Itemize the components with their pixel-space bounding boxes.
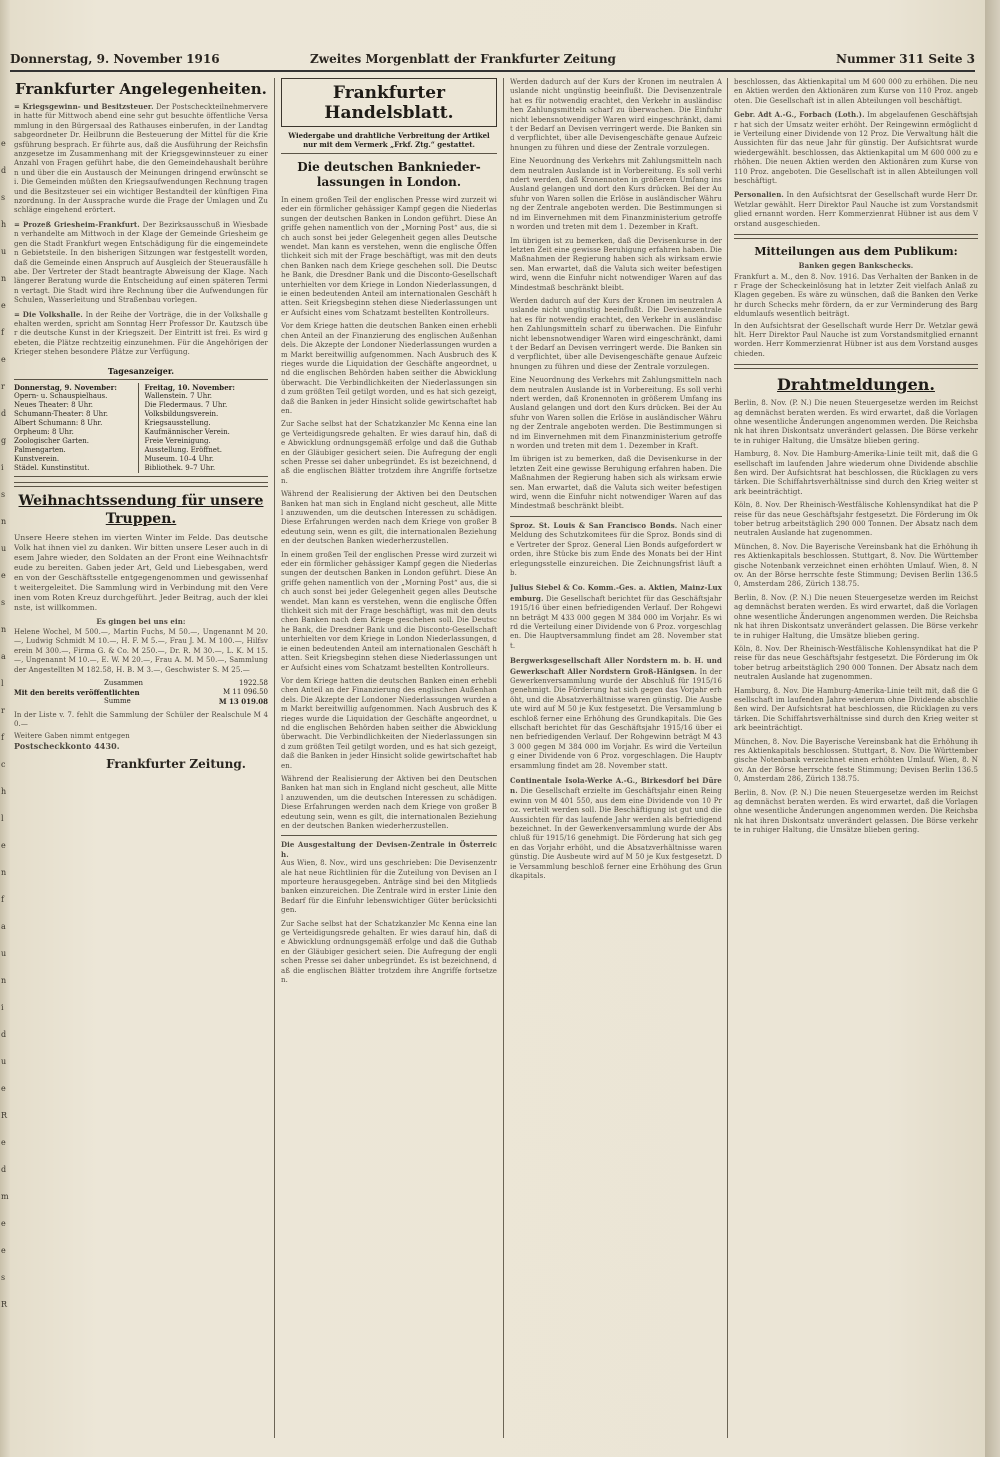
mitteilungen-body-cont: In den Aufsichtsrat der Gesellschaft wurde Herr Dr. Wetzlar gewählt. Herr Direktor Paul Nauche ist zum Vorstandsmitglied ernannt worden. Herr Kommerzienrat Hübner ist aus dem Vorstand ausgeschieden. [734,321,978,358]
tage_right-entry: Wallenstein. 7 Uhr. [144,391,213,400]
tagesanzeiger-left-column [14,383,139,473]
article-griesheim-body: Der Bezirksausschuß in Wiesbaden verhandelte am Mittwoch in der Klage der Gemeinde Griesheim gegen die Stadt Frankfurt wegen Entschädigung für die eingemeindeten Gebietsteile. In den bisherigen Sitzungen war festgestellt worden, daß die Gemeinde einen Anspruch auf Ausgleich der Steuerausfälle habe. Der Vertreter der Stadt beantragte Abweisung der Klage. Nach längerer Beratung wurde die Entscheidung auf einen späteren Termin vertagt. Die Stadt wird ihre Rechnung über die Aufwendungen für Schulen, Wasserleitung und Straßenbau vorlegen. [14,220,268,305]
item-isola [510,776,722,881]
item-personalien-title: Personalien. [734,190,784,200]
item-siebel-body: Die Gesellschaft berichtet für das Geschäftsjahr 1915/16 über einen befriedigenden Verlauf. Der Rohgewinn beträgt M 433 000 gegen M 384 000 im Vorjahr. Es wird die Verteilung einer Dividende von 6 Proz. vorgeschlagen. Die Hauptversammlung findet am 28. November statt. [510,594,722,650]
header-edition: Zweites Morgenblatt der Frankfurter Zeitung [310,52,616,66]
tagesanzeiger-table [14,379,268,477]
devisen-continued-p6: Im übrigen ist zu bemerken, daß die Devisenkurse in der letzten Zeit eine gewisse Beruhigung erfahren haben. Die Maßnahmen der Regierung haben sich als wirksam erwiesen. Man erwartet, daß die Valuta sich weiter befestigen wird, wenn die Einfuhr nicht notwendiger Waren auf das Mindestmaß beschränkt bleibt. [510,455,722,511]
item-adt-title: Gebr. Adt A.-G., Forbach (Loth.). [734,110,865,120]
sum-value: 1922.58 [239,679,268,687]
column-wire-reports [734,78,978,1443]
tage_right-entry: Freitag, 10. November: [144,382,235,392]
article-griesheim-heading: = Prozeß Griesheim-Frankfurt. [14,219,140,229]
column-business-news [510,78,722,1443]
item-nordstern-title: Bergwerksgesellschaft Aller Nordstern m. b. H. und Gewerkschaft Aller Nordstern Groß-Hänigsen. [510,656,722,676]
item-personalien-body: In den Aufsichtsrat der Gesellschaft wurde Herr Dr. Wetzlar gewählt. Herr Direktor Paul Nauche ist zum Vorstandsmitglied ernannt worden. Herr Kommerzienrat Hübner ist aus dem Vorstand ausgeschieden. [734,191,978,228]
article-volkshalle-heading: = Die Volkshalle. [14,309,83,319]
tage_left-entry: Donnerstag, 9. November: [14,382,117,392]
tage_right-entry: Museum. 10–4 Uhr. [144,454,214,463]
item-adt [734,110,978,186]
tage_right-entry: Ausstellung. Eröffnet. [144,445,222,454]
devisen-continued-p2: Eine Neuordnung des Verkehrs mit Zahlungsmitteln nach dem neutralen Auslande ist in Vorbereitung. Es soll verhindert werden, daß Kronennoten in größerem Umfang ins Ausland gelangen und dort den Kurs drücken. Bei der Ausfuhr von Waren sollen die Erlöse in ausländischer Währung der Zentrale angeboten werden. Die Bestimmungen sind im Einvernehmen mit dem Finanzministerium getroffen worden und treten mit dem 1. Dezember in Kraft. [510,157,722,232]
divider [510,516,722,517]
devisen-heading: Die Ausgestaltung der Devisen-Zentrale in Österreich. [281,840,497,859]
devisen-continued-p1: Werden dadurch auf der Kurs der Kronen im neutralen Auslande nicht ungünstig beeinflußt. Die Devisenzentrale hat es für notwendig erachtet, den Verkehr in ausländischen Zahlungsmitteln scharf zu überwachen. Die Einfuhr nicht lebensnotwendiger Waren wird eingeschränkt, damit der Bedarf an Devisen verringert werde. Die Banken sind verpflichtet, über alle Devisengeschäfte genaue Aufzeichnungen zu führen und diese der Zentrale vorzulegen. [510,78,722,152]
draht-report-4: München, 8. Nov. Die Bayerische Vereinsbank hat die Erhöhung ihres Aktienkapitals beschlossen. Stuttgart, 8. Nov. Die Württembergische Notenbank verzeichnet einen erhöhten Umlauf. Wien, 8. Nov. An der Börse herrschte feste Stimmung; Devisen Berlin 136.50, Amsterdam 286, Zürich 138.75. [734,542,978,589]
tage_right-entry: Volksbildungsverein. [144,409,219,418]
article-volkshalle-body: In der Reihe der Vorträge, die in der Volkshalle gehalten werden, spricht am Sonntag Herr Professor Dr. Kautzsch über die deutsche Kunst in der Kriegszeit. Der Eintritt ist frei. Es wird gebeten, die Plätze rechtzeitig einzunehmen. Für die Angehörigen der Krieger stehen besondere Plätze zur Verfügung. [14,310,268,357]
article-volkshalle [14,310,268,358]
draht-report-1: Berlin, 8. Nov. (P. N.) Die neuen Steuergesetze werden im Reichstag demnächst beraten werden. Es wird erwartet, daß die Vorlagen ohne wesentliche Änderungen angenommen werden. Die Reichsbank hat ihren Diskontsatz unverändert gelassen. Die Börse verkehrte in ruhiger Haltung, die Umsätze blieben gering. [734,399,978,445]
drahtmeldungen-title: Drahtmeldungen. [777,375,935,395]
tagesanzeiger-title: Tagesanzeiger. [107,365,175,376]
tagesanzeiger-right-column [145,383,269,473]
devisen-body: Aus Wien, 8. Nov., wird uns geschrieben: Die Devisenzentrale hat neue Richtlinien für die Zuteilung von Devisen an Importeure herausgegeben. Anträge sind bei den Mitgliedsbanken einzureichen. Die Zentrale wird in erster Linie den Bedarf für die Einfuhr lebenswichtiger Güter berücksichtigen. [281,859,497,915]
header-page-number: Nummer 311 Seite 3 [835,52,975,66]
tage_right-entry: Kaufmännischer Verein. [144,427,230,436]
tage_left-entry: Städel. Kunstinstitut. [14,463,90,472]
tage_right-entry: Bibliothek. 9–7 Uhr. [144,463,216,472]
mitteilungen-body: Frankfurt a. M., den 8. Nov. 1916. Das Verhalten der Banken in der Frage der Scheckeinlösung hat in letzter Zeit vielfach Anlaß zu Klagen gegeben. Es wäre zu wünschen, daß die Banken den Verkehr durch Schecks mehr fördern, da er zur Verminderung des Bargeldumlaufs wesentlich beiträgt. [734,272,978,319]
draht-report-2: Hamburg, 8. Nov. Die Hamburg-Amerika-Linie teilt mit, daß die Gesellschaft im laufenden Jahre wiederum ohne Dividende abschließen wird. Der Aufsichtsrat hat beschlossen, die Rücklagen zu verstärken. Die Schiffahrtsverhältnisse sind durch den Krieg weiter stark beeinträchtigt. [734,450,978,496]
tage_left-entry: Schumann-Theater: 8 Uhr. [14,409,108,418]
sum-table [14,679,268,707]
column-rule [274,78,275,1438]
item-nordstern-body: In der Gewerkenversammlung wurde der Abschluß für 1915/16 genehmigt. Die Förderung hat sich gegen das Vorjahr erhöht, und die Absatzverhältnisse waren günstig. Die Ausbeute wird auf M 50 je Kux festgesetzt. Die Versammlung beschloß ferner eine Erhöhung des Grundkapitals. [510,667,722,723]
handelsblatt-masthead: Frankfurter Handelsblatt. [324,83,454,123]
sum-row [14,679,268,688]
header-date: Donnerstag, 9. November 1916 [10,52,220,66]
grand-value: M 13 019.08 [218,697,268,707]
draht-report-9: Berlin, 8. Nov. (P. N.) Die neuen Steuergesetze werden im Reichstag demnächst beraten werden. Es wird erwartet, daß die Vorlagen ohne wesentliche Änderungen angenommen werden. Die Reichsbank hat ihren Diskontsatz unverändert gelassen. Die Börse verkehrte in ruhiger Haltung, die Umsätze blieben gering. [734,788,978,835]
item-siebel [510,583,722,651]
devisen-continued-p4: Werden dadurch auf der Kurs der Kronen im neutralen Auslande nicht ungünstig beeinflußt. Die Devisenzentrale hat es für notwendig erachtet, den Verkehr in ausländischen Zahlungsmitteln scharf zu überwachen. Die Einfuhr nicht lebensnotwendiger Waren wird eingeschränkt, damit der Bedarf an Devisen verringert werde. Die Banken sind verpflichtet, über alle Devisengeschäfte genaue Aufzeichnungen zu führen und diese der Zentrale vorzulegen. [510,296,722,371]
tage_left-entry: Palmengarten. [14,445,66,454]
article-london-p3: Zur Sache selbst hat der Schatzkanzler Mc Kenna eine lange Verteidigungsrede gehalten. Er wies darauf hin, daß die Abwicklung ordnungsgemäß erfolge und daß die Guthaben der Gläubiger gesichert seien. Die Aufregung der englischen Presse sei daher unbegründet. Es ist bezeichnend, daß die englischen Blätter trotzdem ihre Angriffe fortsetzen. [281,420,497,485]
tage_right-entry: Die Fledermaus. 7 Uhr. [144,400,228,409]
item-nordstern-body-cont: Die Gesellschaft berichtet für das Geschäftsjahr 1915/16 über einen befriedigenden Verlauf. Der Rohgewinn beträgt M 433 000 gegen M 384 000 im Vorjahr. Es wird die Verteilung einer Dividende von 6 Proz. vorgeschlagen. Die Hauptversammlung findet am 28. November statt. [510,714,722,770]
item-st-louis [510,521,722,578]
item-isola-title: Continentale Isola-Werke A.-G., Birkesdorf bei Düren. [510,776,722,796]
article-tax-heading: = Kriegsgewinn- und Besitzsteuer. [14,102,154,111]
grand-label: Summe [104,697,131,706]
signature: Frankfurter Zeitung. [106,757,246,772]
reprint-notice: Wiedergabe und drahtliche Verbreitung der Artikel nur mit dem Vermerk „Frkf. Ztg.“ gestattet. [288,131,490,149]
item-adt-body-cont: beschlossen, das Aktienkapital um M 600 000 zu erhöhen. Die neuen Aktien werden den Aktionären zum Kurse von 110 Proz. angeboten. Die Gesellschaft ist in allen Abteilungen voll beschäftigt. [734,148,978,186]
grand-row [14,697,268,706]
gaben-list: Helene Wochel, M 500.—, Martin Fuchs, M 50.—, Ungenannt M 20.—, Ludwig Schmidt M 10.—, H. F. M 5.—, Frau J. M. M 100.—, Hilfsverein M 300.—, Firma G. & Co. M 250.—, Dr. R. M 30.—, L. K. M 15.—, Ungenannt M 10.—, E. W. M 20.—, Frau A. M. M 50.—, Sammlung der Angestellten M 182.58, H. B. M 3.—, Geschwister S. M 25.— [14,627,268,674]
item-st-louis-body: Nach einer Meldung des Schutzkomitees für die Sproz. Bonds sind die Vertreter der Sproz. General Lien Bonds aufgefordert worden, ihre Stücke bis zum Ende des Monats bei der Hinterlegungsstelle einzureichen. Die Zeichnungsfrist läuft ab. [510,521,722,577]
item-adt-body: Im abgelaufenen Geschäftsjahr hat sich der Umsatz weiter erhöht. Der Reingewinn ermöglicht die Verteilung einer Dividende von 12 Proz. Die Verwaltung hält die Aussichten für das neue Jahr für günstig. Der Aufsichtsrat wurde wiedergewählt. [734,111,978,157]
section-title-local: Frankfurter Angelegenheiten. [15,80,267,98]
item-siebel-title: Julius Siebel & Co. Komm.-Ges. a. Aktien, Mainz-Luxemburg. [510,583,722,603]
article-london-p5: In einem großen Teil der englischen Presse wird zurzeit wieder ein förmlicher gehässiger Kampf gegen die Niederlassungen der deutschen Banken in London geführt. Diese Angriffe gehen namentlich von der „Morning Post“ aus, die sich auch sonst bei jeder Gelegenheit gegen alles Deutsche wendet. Man kann es verstehen, wenn die englische Öffentlichkeit sich mit der Frage beschäftigt, was mit den deutschen Banken nach dem Kriege geschehen soll. Die Deutsche Bank, die Dresdner Bank und die Disconto-Gesellschaft unterhielten vor dem Kriege in London Niederlassungen, die einen bedeutenden Anteil am internationalen Geschäft hatten. Seit Kriegsbeginn stehen diese Niederlassungen unter Aufsicht eines vom Schatzamt bestellten Kontrolleurs. [281,550,497,672]
article-london-p1: In einem großen Teil der englischen Presse wird zurzeit wieder ein förmlicher gehässiger Kampf gegen die Niederlassungen der deutschen Banken in London geführt. Diese Angriffe gehen namentlich von der „Morning Post“ aus, die sich auch sonst bei jeder Gelegenheit gegen alles Deutsche wendet. Man kann es verstehen, wenn die englische Öffentlichkeit sich mit der Frage beschäftigt, was mit den deutschen Banken nach dem Kriege geschehen soll. Die Deutsche Bank, die Dresdner Bank und die Disconto-Gesellschaft unterhielten vor dem Kriege in London Niederlassungen, die einen bedeutenden Anteil am internationalen Geschäft hatten. Seit Kriegsbeginn stehen diese Niederlassungen unter Aufsicht eines vom Schatzamt bestellten Kontrolleurs. [281,196,497,317]
tage_left-entry: Neues Theater: 8 Uhr. [14,400,94,409]
divider [734,364,978,369]
headline-london-banks: Die deutschen Banknieder-lassungen in London. [297,160,481,189]
article-london-p4: Während der Realisierung der Aktiven bei den Deutschen Banken hat man sich in England nicht gescheut, alle Mittel anzuwenden, um die deutschen Interessen zu schädigen. Diese Erfahrungen werden nach dem Kriege von großer Bedeutung sein, wenn es gilt, die internationalen Beziehungen der deutschen Banken wiederherzustellen. [281,490,497,546]
article-tax-body: Der Postscheckteilnehmerverein hatte für Mittwoch abend eine sehr gut besuchte öffentliche Versammlung in den Bürgersaal des Rathauses einberufen, in der Landtagsabgeordneter Dr. Heilbrunn die Besteuerung der Mittel für die Kriegsführung besprach. Er führte aus, daß die Ausführung der Reichsfinanzgesetze im Zusammenhang mit der Kriegsgewinnsteuer zu einer Anzahl von Fragen geführt habe, die den Gemeindehaushalt berühren und über die ein Austausch der Meinungen dringend erwünscht sei. Die Gemeinden müßten den Kriegsaufwendungen Rechnung tragen und die Besitzsteuer sei ein wichtiger Bestandteil der künftigen Finanzordnung. In der Aussprache wurde die Frage der Umlagen und Zuschläge eingehend erörtert. [14,103,268,215]
prev-row [14,688,268,697]
handelsblatt-masthead-box [281,78,497,127]
item-nordstern [510,656,722,771]
postscheck-account: Postscheckkonto 4430. [14,740,120,751]
divider [281,835,497,836]
tage_left-entry: Opern- u. Schauspielhaus. [14,391,108,400]
column-handelsblatt [281,78,497,1443]
gaben-label: Es gingen bei uns ein: [96,616,186,626]
tage_left-entry: Kunstverein. [14,454,60,463]
tage_right-entry: Kriegsausstellung. [144,418,211,427]
mitteilungen-title: Mitteilungen aus dem Publikum: [754,245,958,259]
tage_left-entry: Albert Schumann: 8 Uhr. [14,418,103,427]
item-isola-body: Die Gesellschaft erzielte im Geschäftsjahr einen Reingewinn von M 401 550, aus dem eine Dividende von 10 Proz. verteilt werden soll. Die Beschäftigung ist gut und die Aussichten für das laufende Jahr werden als befriedigend bezeichnet. [510,787,722,834]
weihnachts-body: Unsere Heere stehen im vierten Winter im Felde. Das deutsche Volk hat ihnen viel zu danken. Wir bitten unsere Leser auch in diesem Jahre wieder, den Soldaten an der Front eine Weihnachtsfreude zu bereiten. Gaben jeder Art, Geld und Liebesgaben, werden von der Geschäftsstelle entgegengenommen und gewissenhaft weitergeleitet. Die Sammlung wird in Verbindung mit den Vereinen vom Roten Kreuz durchgeführt. Jeder Beitrag, auch der kleinste, ist willkommen. [14,532,268,612]
article-griesheim [14,220,268,306]
prev-label: Mit den bereits veröffentlichten [14,688,140,698]
devisen-continued-p3: Im übrigen ist zu bemerken, daß die Devisenkurse in der letzten Zeit eine gewisse Beruhigung erfahren haben. Die Maßnahmen der Regierung haben sich als wirksam erwiesen. Man erwartet, daß die Valuta sich weiter befestigen wird, wenn die Einfuhr nicht notwendiger Waren auf das Mindestmaß beschränkt bleibt. [510,236,722,292]
divider [14,482,268,487]
column-rule [503,78,504,1438]
margin-letter-column: e d s h u n e f e r d g i s n u e s n a l r f c h l e n f a u n i d u e R e d m e e s R [1,139,9,1309]
article-london-p6: Vor dem Kriege hatten die deutschen Banken einen erheblichen Anteil an der Finanzierung des englischen Außenhandels. Die Akzepte der Londoner Niederlassungen wurden am Markt bereitwillig aufgenommen. Nach Ausbruch des Krieges wurde die Liquidation der Geschäfte angeordnet, und die englischen Behörden haben seither die Abwicklung überwacht. Die Verbindlichkeiten der Niederlassungen sind zum größten Teil getilgt worden, und es hat sich gezeigt, daß die Banken in jeder Hinsicht solide gewirtschaftet haben. [281,676,497,770]
mitteilungen-subtitle: Banken gegen Bankschecks. [798,261,914,271]
continued-text: beschlossen, das Aktienkapital um M 600 000 zu erhöhen. Die neuen Aktien werden den Aktionären zum Kurse von 110 Proz. angeboten. Die Gesellschaft ist in allen Abteilungen voll beschäftigt. [734,78,978,105]
draht-report-8: München, 8. Nov. Die Bayerische Vereinsbank hat die Erhöhung ihres Aktienkapitals beschlossen. Stuttgart, 8. Nov. Die Württembergische Notenbank verzeichnet einen erhöhten Umlauf. Wien, 8. Nov. An der Börse herrschte feste Stimmung; Devisen Berlin 136.50, Amsterdam 286, Zürich 138.75. [734,737,978,784]
item-st-louis-title: Sproz. St. Louis & San Francisco Bonds. [510,520,678,530]
item-isola-body-cont: In der Gewerkenversammlung wurde der Abschluß für 1915/16 genehmigt. Die Förderung hat sich gegen das Vorjahr erhöht, und die Absatzverhältnisse waren günstig. Die Ausbeute wird auf M 50 je Kux festgesetzt. Die Versammlung beschloß ferner eine Erhöhung des Grundkapitals. [510,825,722,881]
divider [281,153,497,154]
tage_right-entry: Freie Vereinigung. [144,436,211,445]
item-personalien [734,190,978,229]
page-header [10,48,975,72]
article-london-p2: Vor dem Kriege hatten die deutschen Banken einen erheblichen Anteil an der Finanzierung des englischen Außenhandels. Die Akzepte der Londoner Niederlassungen wurden am Markt bereitwillig aufgenommen. Nach Ausbruch des Krieges wurde die Liquidation der Geschäfte angeordnet, und die englischen Behörden haben seither die Abwicklung überwacht. Die Verbindlichkeiten der Niederlassungen sind zum größten Teil getilgt worden, und es hat sich gezeigt, daß die Banken in jeder Hinsicht solide gewirtschaftet haben. [281,322,497,415]
devisen-continued-p5: Eine Neuordnung des Verkehrs mit Zahlungsmitteln nach dem neutralen Auslande ist in Vorbereitung. Es soll verhindert werden, daß Kronennoten in größerem Umfang ins Ausland gelangen und dort den Kurs drücken. Bei der Ausfuhr von Waren sollen die Erlöse in ausländischer Währung der Zentrale angeboten werden. Die Bestimmungen sind im Einvernehmen mit dem Finanzministerium getroffen worden und treten mit dem 1. Dezember in Kraft. [510,376,722,451]
draht-report-5: Berlin, 8. Nov. (P. N.) Die neuen Steuergesetze werden im Reichstag demnächst beraten werden. Es wird erwartet, daß die Vorlagen ohne wesentliche Änderungen angenommen werden. Die Reichsbank hat ihren Diskontsatz unverändert gelassen. Die Börse verkehrte in ruhiger Haltung, die Umsätze blieben gering. [734,593,978,640]
tage_left-entry: Zoologischer Garten. [14,436,90,445]
article-tax [14,102,268,216]
tage_left-entry: Orpheum: 8 Uhr. [14,427,74,436]
draht-report-6: Köln, 8. Nov. Der Rheinisch-Westfälische Kohlensyndikat hat die Preise für das neue Geschäftsjahr festgesetzt. Die Förderung im Oktober betrug arbeitstäglich 290 000 Tonnen. Der Absatz nach dem neutralen Auslande hat zugenommen. [734,644,978,682]
further-donations: Weitere Gaben nimmt entgegen [14,732,130,741]
weihnachts-title: Weihnachtssendung für unsere Truppen. [18,492,264,527]
column-local-news [14,78,268,1443]
draht-report-7: Hamburg, 8. Nov. Die Hamburg-Amerika-Linie teilt mit, daß die Gesellschaft im laufenden Jahre wiederum ohne Dividende abschließen wird. Der Aufsichtsrat hat beschlossen, die Rücklagen zu verstärken. Die Schiffahrtsverhältnisse sind durch den Krieg weiter stark beeinträchtigt. [734,686,978,733]
article-london-p7: Während der Realisierung der Aktiven bei den Deutschen Banken hat man sich in England nicht gescheut, alle Mittel anzuwenden, um die deutschen Interessen zu schädigen. Diese Erfahrungen werden nach dem Kriege von großer Bedeutung sein, wenn es gilt, die internationalen Beziehungen der deutschen Banken wiederherzustellen. [281,774,497,830]
column-rule [727,78,728,1438]
page-edge-right [985,0,1000,1457]
draht-report-3: Köln, 8. Nov. Der Rheinisch-Westfälische Kohlensyndikat hat die Preise für das neue Geschäftsjahr festgesetzt. Die Förderung im Oktober betrug arbeitstäglich 290 000 Tonnen. Der Absatz nach dem neutralen Auslande hat zugenommen. [734,501,978,538]
gaben-note: In der Liste v. 7. fehlt die Sammlung der Schüler der Realschule M 40.— [14,710,268,729]
sum-label: Zusammen [104,679,144,687]
prev-value: M 11 096.50 [222,688,268,697]
divider [734,234,978,239]
devisen-body-cont: Zur Sache selbst hat der Schatzkanzler Mc Kenna eine lange Verteidigungsrede gehalten. Er wies darauf hin, daß die Abwicklung ordnungsgemäß erfolge und daß die Guthaben der Gläubiger gesichert seien. Die Aufregung der englischen Presse sei daher unbegründet. Es ist bezeichnend, daß die englischen Blätter trotzdem ihre Angriffe fortsetzen. [281,919,497,985]
